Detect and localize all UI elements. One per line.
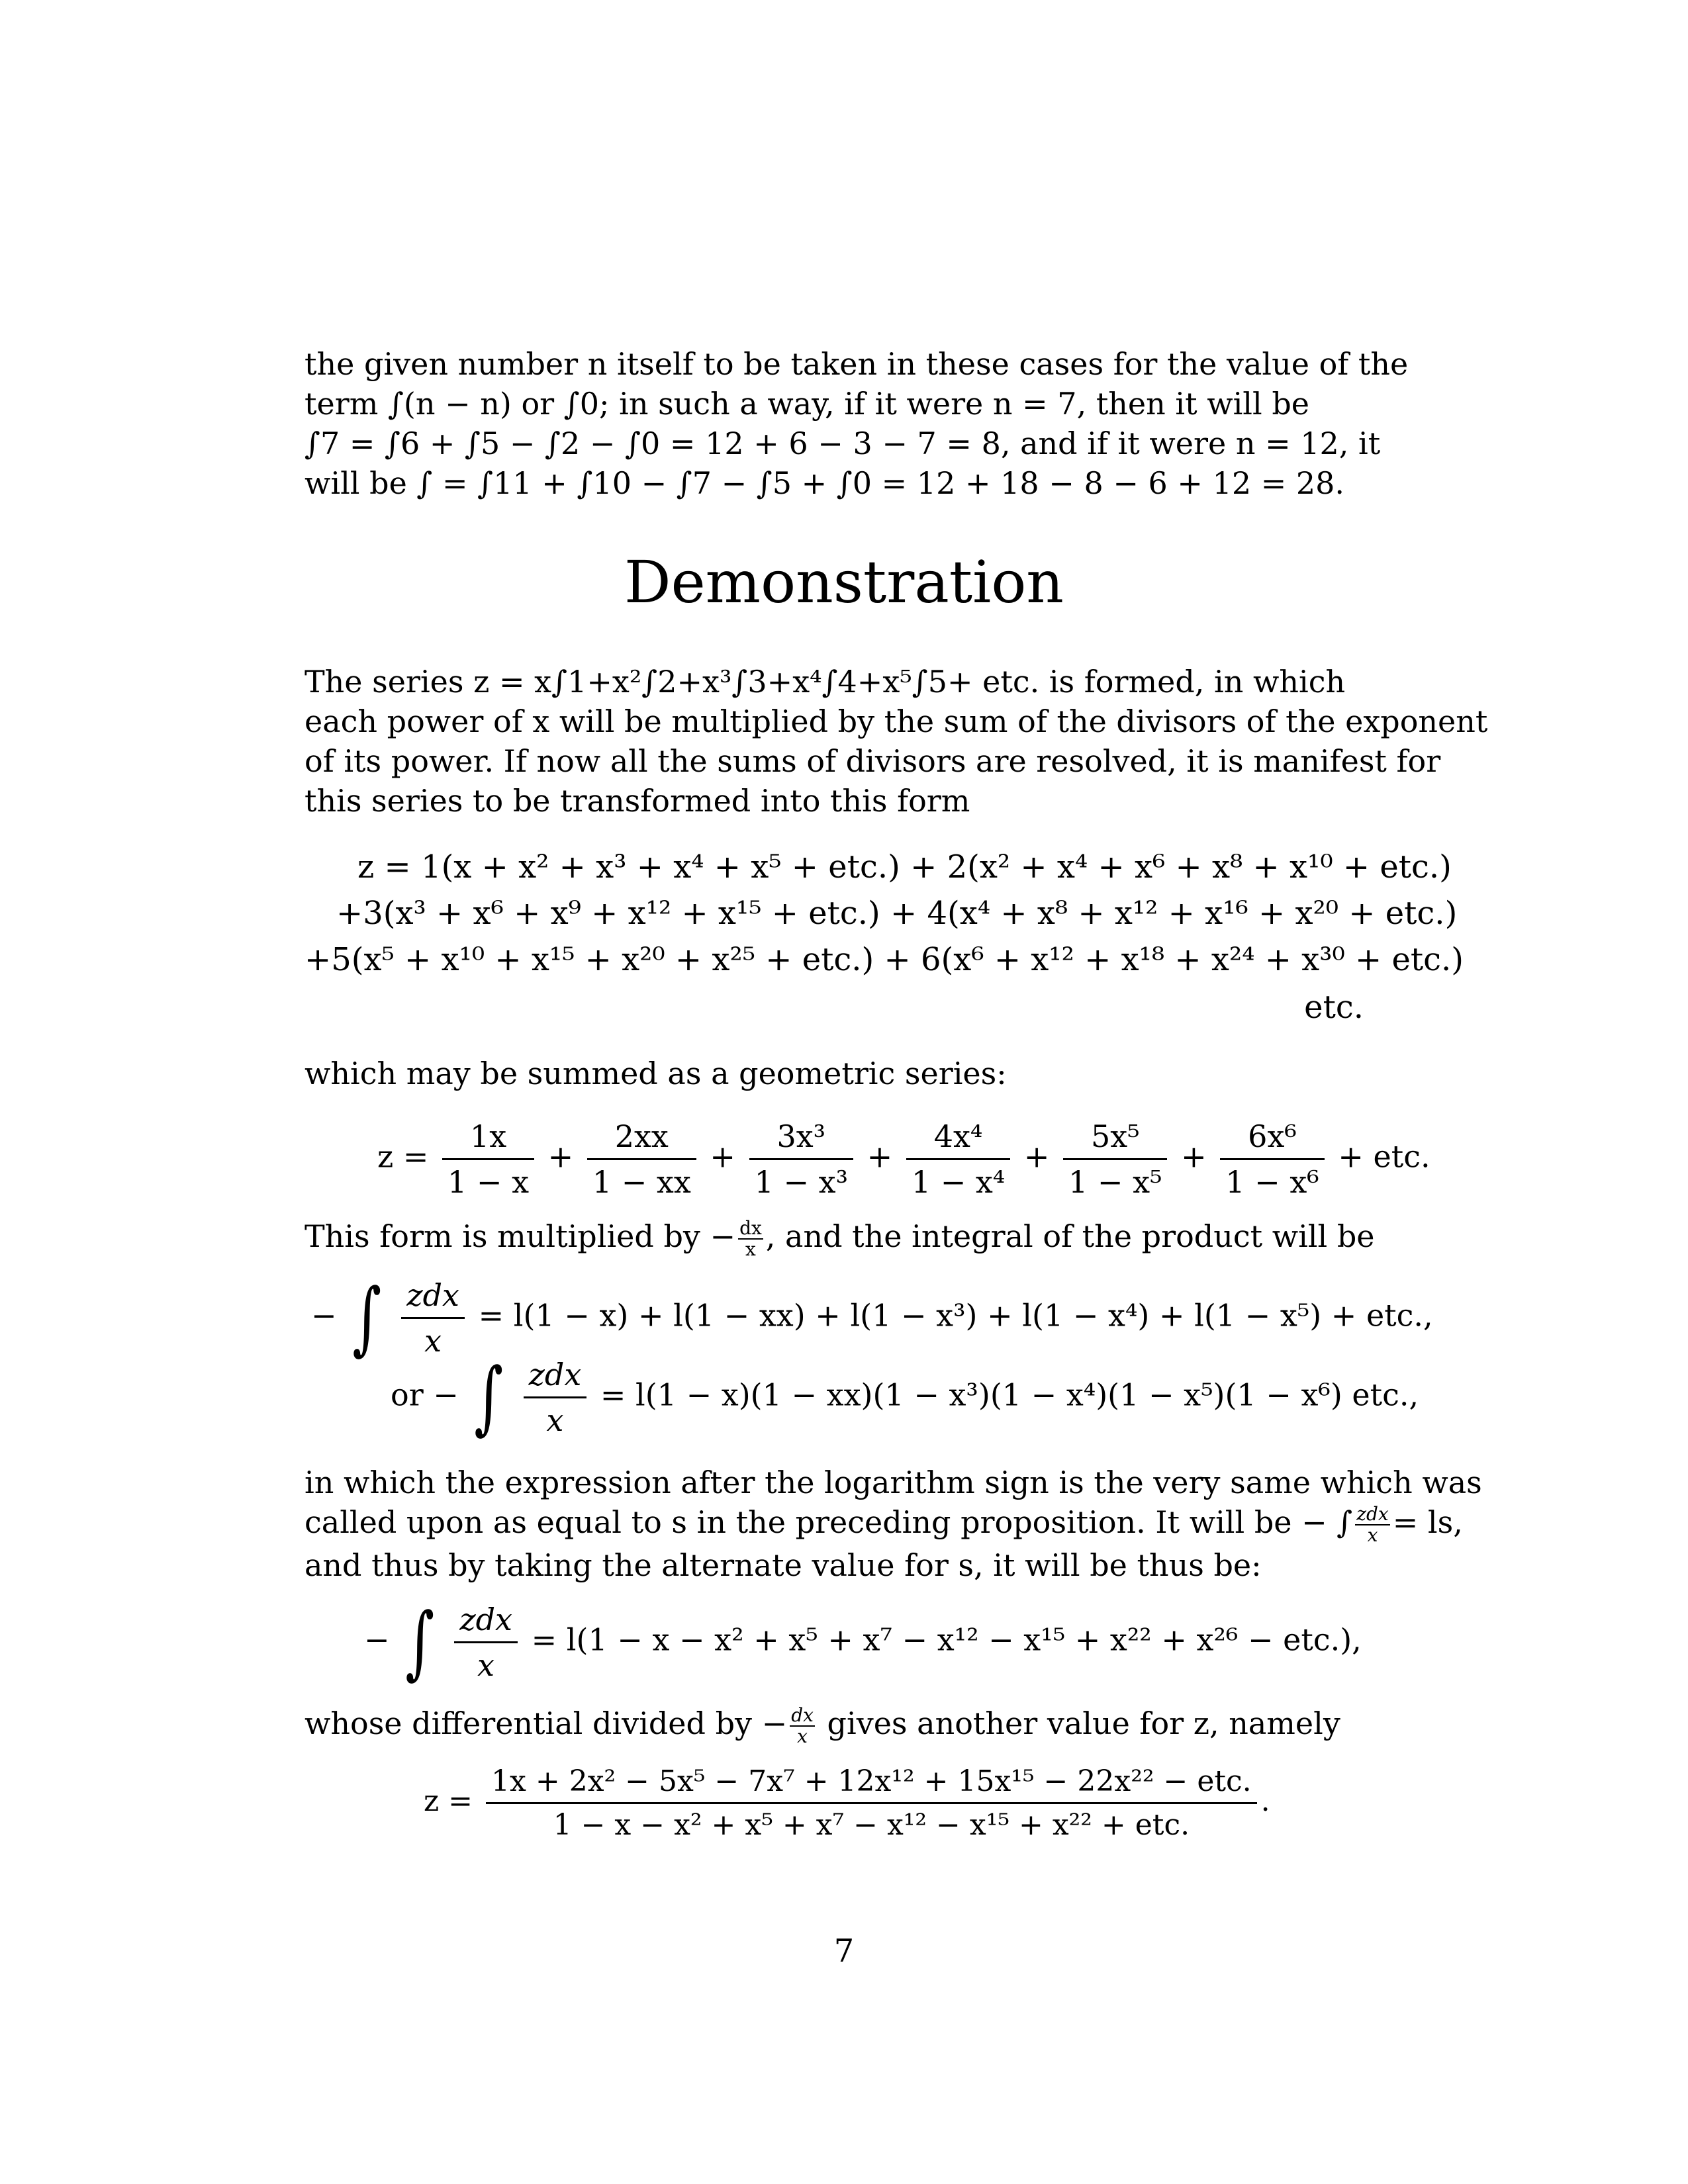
numerator: 5x⁵ xyxy=(1063,1118,1167,1160)
numerator: zdx xyxy=(401,1277,465,1319)
fraction xyxy=(524,1357,587,1438)
text-line xyxy=(305,1502,1463,1546)
equation-end: . xyxy=(1260,1784,1270,1818)
paragraph-series xyxy=(305,662,1488,821)
fraction xyxy=(1063,1118,1167,1200)
denominator: x xyxy=(745,1238,756,1260)
text-line: this series to be transformed into this form xyxy=(305,783,970,819)
fraction xyxy=(401,1277,465,1359)
minus-sign: − xyxy=(311,1297,337,1334)
fraction xyxy=(906,1118,1010,1200)
paragraph-logarithm xyxy=(305,1463,1482,1585)
equation-lhs: z = xyxy=(424,1784,473,1818)
text-line: The series z = x∫1+x²∫2+x³∫3+x⁴∫4+x⁵∫5+ etc. is formed, in which xyxy=(305,664,1346,700)
text-line xyxy=(305,1216,1375,1260)
plus-sign: + xyxy=(1181,1138,1207,1175)
text-segment: whose differential divided by − xyxy=(305,1706,788,1741)
text-segment: , and the integral of the product will be xyxy=(765,1218,1375,1254)
text-line: each power of x will be multiplied by the sum of the divisors of the exponent xyxy=(305,704,1488,739)
fraction xyxy=(486,1764,1257,1842)
text-line: term ∫(n − n) or ∫0; in such a way, if it were n = 7, then it will be xyxy=(305,386,1310,422)
equation-rhs: = l(1 − x − x² + x⁵ + x⁷ − x¹² − x¹⁵ + x²² + x²⁶ − etc.), xyxy=(531,1621,1362,1658)
denominator: x xyxy=(424,1323,442,1359)
equation-rhs: = l(1 − x) + l(1 − xx) + l(1 − x³) + l(1 − x⁴) + l(1 − x⁵) + etc., xyxy=(478,1297,1433,1334)
equation-row: z = 1(x + x² + x³ + x⁴ + x⁵ + etc.) + 2(x² + x⁴ + x⁶ + x⁸ + x¹⁰ + etc.) xyxy=(357,848,1452,886)
fraction xyxy=(442,1118,534,1200)
plus-sign: + xyxy=(547,1138,574,1175)
integral-sign: ∫ xyxy=(405,1596,435,1688)
equation-alternate xyxy=(364,1596,1362,1688)
inline-fraction xyxy=(1355,1504,1389,1545)
numerator: zdx xyxy=(1356,1503,1389,1525)
text-line: will be ∫ = ∫11 + ∫10 − ∫7 − ∫5 + ∫0 = 12 + 18 − 8 − 6 + 12 = 28. xyxy=(305,465,1345,501)
inline-fraction xyxy=(790,1706,815,1747)
fraction xyxy=(749,1118,853,1200)
section-heading: Demonstration xyxy=(624,548,1064,616)
denominator: 1 − x³ xyxy=(754,1164,849,1200)
text-line: ∫7 = ∫6 + ∫5 − ∫2 − ∫0 = 12 + 6 − 3 − 7 = 8, and if it were n = 12, it xyxy=(305,426,1381,461)
denominator: 1 − x⁵ xyxy=(1068,1164,1162,1200)
equation-integral-sum xyxy=(311,1271,1433,1364)
text-line: in which the expression after the logarithm sign is the very same which was xyxy=(305,1465,1482,1500)
denominator: 1 − xx xyxy=(592,1164,691,1200)
plus-sign: + xyxy=(1023,1138,1050,1175)
denominator: x xyxy=(477,1647,495,1683)
page-number: 7 xyxy=(833,1933,855,1970)
text-segment: This form is multiplied by − xyxy=(305,1218,736,1254)
numerator: 2xx xyxy=(587,1118,696,1160)
fraction xyxy=(587,1118,696,1200)
numerator: 1x xyxy=(442,1118,534,1160)
text-segment: gives another value for z, namely xyxy=(817,1706,1340,1741)
numerator: 4x⁴ xyxy=(906,1118,1010,1160)
denominator: 1 − x⁶ xyxy=(1225,1164,1319,1200)
equation-geometric-sum xyxy=(377,1118,1430,1200)
equation-prefix: or − xyxy=(391,1377,459,1413)
text-segment: = ls, xyxy=(1392,1504,1463,1540)
numerator: 3x³ xyxy=(749,1118,853,1160)
fraction xyxy=(454,1602,518,1683)
paragraph-multiply xyxy=(305,1216,1375,1260)
equation-row: +3(x³ + x⁶ + x⁹ + x¹² + x¹⁵ + etc.) + 4(x⁴ + x⁸ + x¹² + x¹⁶ + x²⁰ + etc.) xyxy=(336,895,1458,932)
text-line: of its power. If now all the sums of divisors are resolved, it is manifest for xyxy=(305,743,1441,779)
denominator: 1 − x xyxy=(447,1164,530,1200)
text-line: the given number n itself to be taken in these cases for the value of the xyxy=(305,346,1409,382)
text-line xyxy=(305,1704,1364,1747)
text-line: and thus by taking the alternate value for s, it will be thus be: xyxy=(305,1547,1262,1583)
equation-rhs: = l(1 − x)(1 − xx)(1 − x³)(1 − x⁴)(1 − x⁵)(1 − x⁶) etc., xyxy=(600,1377,1419,1413)
text-segment: called upon as equal to s in the preceding proposition. It will be − ∫ xyxy=(305,1504,1353,1540)
paragraph-intro xyxy=(305,344,1409,503)
fraction xyxy=(1220,1118,1324,1200)
denominator: 1 − x − x² + x⁵ + x⁷ − x¹² − x¹⁵ + x²² + etc. xyxy=(553,1808,1190,1842)
numerator: 1x + 2x² − 5x⁵ − 7x⁷ + 12x¹² + 15x¹⁵ − 22x²² − etc. xyxy=(486,1764,1257,1804)
equation-tail: + etc. xyxy=(1338,1138,1430,1175)
equation-row: +5(x⁵ + x¹⁰ + x¹⁵ + x²⁰ + x²⁵ + etc.) + 6(x⁶ + x¹² + x¹⁸ + x²⁴ + x³⁰ + etc.) xyxy=(305,941,1464,978)
numerator: 6x⁶ xyxy=(1220,1118,1324,1160)
equation-integral-product xyxy=(391,1351,1419,1443)
numerator: zdx xyxy=(524,1357,587,1398)
text-line: which may be summed as a geometric series: xyxy=(305,1056,1007,1091)
numerator: dx xyxy=(791,1704,814,1726)
denominator: x xyxy=(797,1725,808,1747)
equation-lhs: z = xyxy=(377,1138,429,1175)
denominator: x xyxy=(546,1402,564,1438)
equation-row: etc. xyxy=(1304,989,1364,1026)
integral-sign: ∫ xyxy=(352,1271,382,1364)
plus-sign: + xyxy=(867,1138,893,1175)
paragraph-differential xyxy=(305,1704,1364,1747)
numerator: zdx xyxy=(454,1602,518,1643)
denominator: x xyxy=(1367,1524,1378,1546)
integral-sign: ∫ xyxy=(474,1351,504,1443)
numerator: dx xyxy=(739,1217,762,1239)
plus-sign: + xyxy=(710,1138,735,1175)
paragraph-geometric xyxy=(305,1054,1364,1093)
minus-sign: − xyxy=(364,1621,390,1658)
denominator: 1 − x⁴ xyxy=(911,1164,1006,1200)
equation-z-quotient xyxy=(424,1764,1270,1842)
inline-fraction xyxy=(738,1218,763,1259)
